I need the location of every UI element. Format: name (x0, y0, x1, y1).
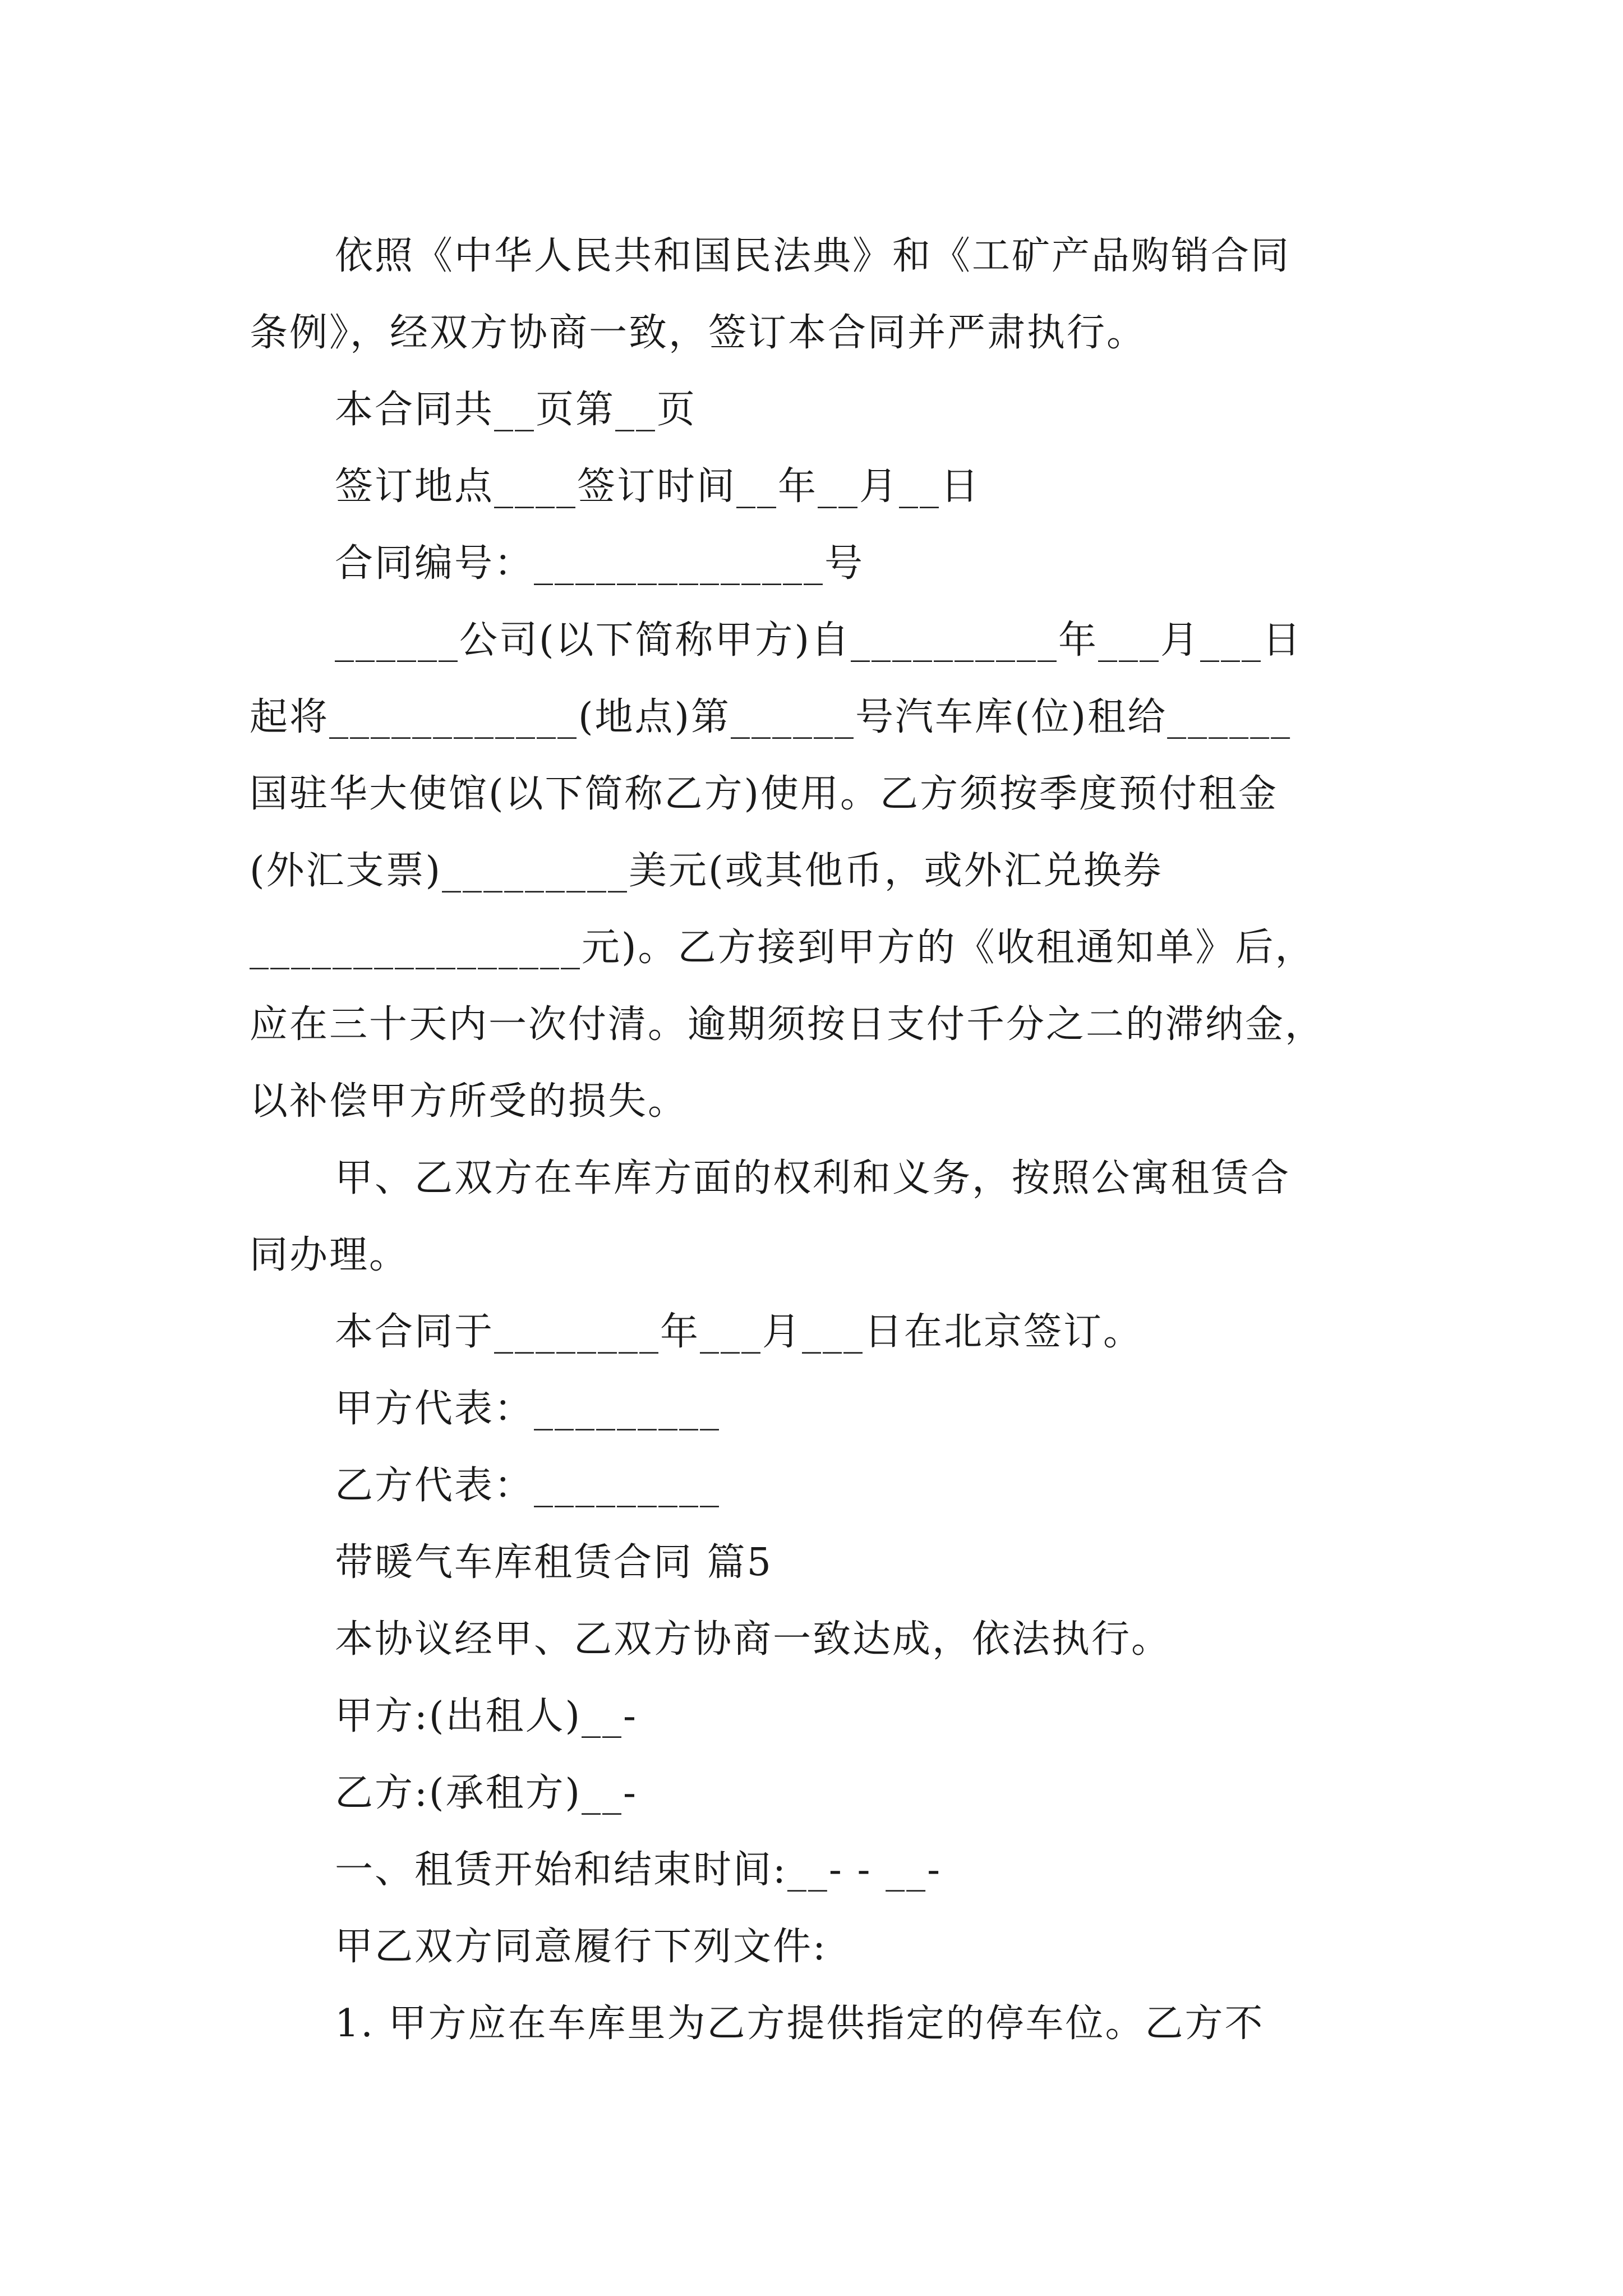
party-a-representative-line: 甲方代表：_________ (335, 1387, 721, 1431)
paragraph-line: 国驻华大使馆(以下简称乙方)使用。乙方须按季度预付租金 (250, 772, 1279, 816)
paragraph-line: (外汇支票)_________美元(或其他币，或外汇兑换券 (250, 849, 1163, 893)
paragraph-line: 起将____________(地点)第______号汽车库(位)租给______ (250, 695, 1292, 739)
paragraph-line: ______公司(以下简称甲方)自__________年___月___日 (335, 618, 1303, 662)
paragraph-line: 同办理。 (250, 1233, 409, 1277)
paragraph-line: 本协议经甲、乙双方协商一致达成，依法执行。 (335, 1617, 1172, 1662)
signing-place-time-line: 签订地点____签订时间__年__月__日 (335, 464, 981, 509)
paragraph-line: 依照《中华人民共和国民法典》和《工矿产品购销合同 (335, 234, 1291, 278)
paragraph-line: 甲、乙双方在车库方面的权利和义务，按照公寓租赁合 (335, 1156, 1291, 1200)
party-a-line: 甲方:(出租人)__- (335, 1694, 638, 1738)
section-heading: 带暖气车库租赁合同 篇5 (335, 1540, 773, 1585)
page-count-line: 本合同共__页第__页 (335, 388, 697, 432)
lease-term-line: 一、租赁开始和结束时间:__- - __- (335, 1848, 942, 1892)
party-b-representative-line: 乙方代表：_________ (335, 1464, 721, 1508)
document-body (250, 218, 1382, 2062)
clause-item: 1. 甲方应在车库里为乙方提供指定的停车位。乙方不 (335, 2001, 1265, 2046)
signing-date-line: 本合同于________年___月___日在北京签订。 (335, 1310, 1144, 1354)
party-b-line: 乙方:(承租方)__- (335, 1771, 638, 1815)
paragraph-line: 甲乙双方同意履行下列文件: (335, 1925, 827, 1969)
paragraph-line: ________________元)。乙方接到甲方的《收租通知单》后， (250, 926, 1315, 970)
paragraph-line: 应在三十天内一次付清。逾期须按日支付千分之二的滞纳金， (250, 1002, 1325, 1047)
paragraph-line: 条例》，经双方协商一致，签订本合同并严肃执行。 (250, 311, 1147, 355)
paragraph-line: 以补偿甲方所受的损失。 (250, 1079, 688, 1124)
contract-number-line: 合同编号：______________号 (335, 541, 865, 586)
